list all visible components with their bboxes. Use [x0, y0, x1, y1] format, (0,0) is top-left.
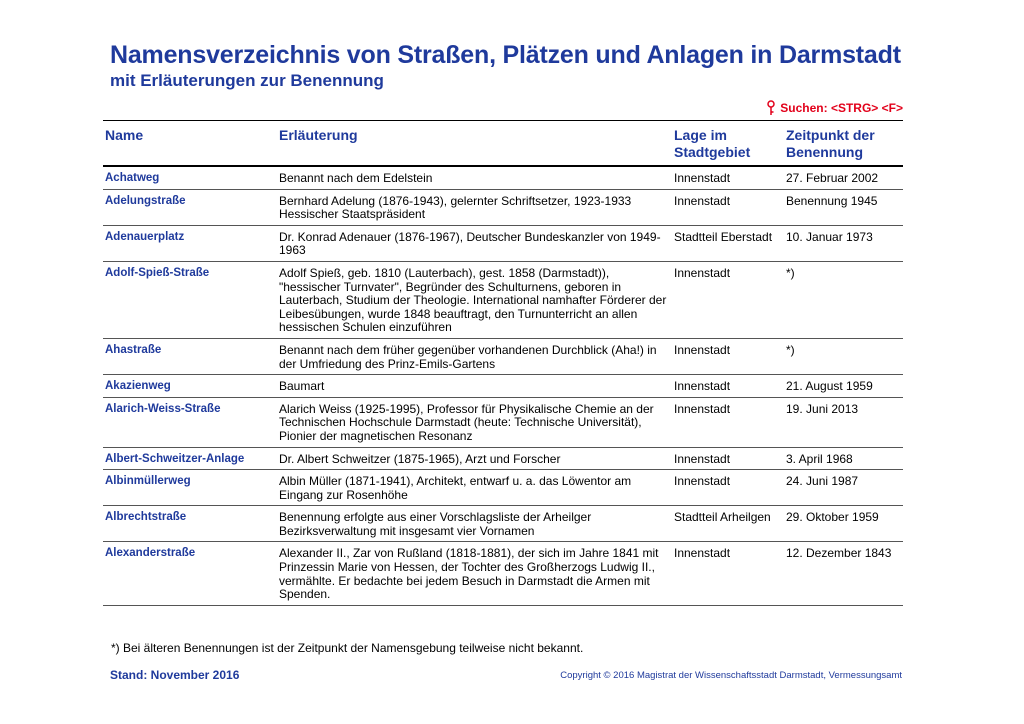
naming-date-cell: Benennung 1945 — [786, 193, 878, 208]
naming-date-cell: 19. Juni 2013 — [786, 401, 859, 416]
location-cell: Innenstadt — [674, 379, 731, 394]
location-cell: Innenstadt — [674, 342, 731, 357]
naming-date-cell: 24. Juni 1987 — [786, 474, 859, 489]
column-header-date: Zeitpunkt der Benennung — [786, 127, 875, 160]
explanation-cell: Adolf Spieß, geb. 1810 (Lauterbach), gest. 1858 (Darmstadt)), "hessischer Turnvater", Begründer des Schulturnens, geboren in Lauterbach, Studium der Theologie. International namhafter Förderer der Leibesübungen, wurde 1848 beauftragt, den Turnunterricht an allen hessischen Schulen einzuführen — [279, 265, 667, 335]
table-row — [103, 166, 903, 189]
naming-date-cell: 10. Januar 1973 — [786, 229, 873, 244]
street-name-cell: Adelungstraße — [105, 194, 186, 207]
explanation-cell: Dr. Konrad Adenauer (1876-1967), Deutscher Bundeskanzler von 1949-1963 — [279, 229, 661, 258]
column-header-explanation: Erläuterung — [279, 127, 358, 143]
location-cell: Innenstadt — [674, 193, 731, 208]
street-names-table — [103, 120, 903, 606]
street-name-cell: Adenauerplatz — [105, 230, 185, 243]
table-row — [103, 189, 903, 225]
street-name-cell: Achatweg — [105, 172, 160, 184]
table-row — [103, 225, 903, 261]
explanation-cell: Albin Müller (1871-1941), Architekt, entwarf u. a. das Löwentor am Eingang zur Rosenhöhe — [279, 474, 632, 502]
table-row — [103, 470, 903, 506]
naming-date-cell: 21. August 1959 — [786, 379, 873, 394]
search-hint — [766, 100, 903, 116]
location-cell: Innenstadt — [674, 546, 731, 561]
street-name-cell: Alexanderstraße — [105, 547, 196, 560]
column-header-location: Lage im Stadtgebiet — [674, 127, 751, 160]
explanation-cell: Bernhard Adelung (1876-1943), gelernter Schriftsetzer, 1923-1933 Hessischer Staatspräsident — [279, 193, 632, 222]
table-row — [103, 506, 903, 542]
search-hint-text: Suchen: <STRG> <F> — [780, 101, 903, 115]
location-cell: Innenstadt — [674, 171, 731, 185]
street-name-cell: Albrechtstraße — [105, 511, 187, 524]
location-cell: Innenstadt — [674, 451, 731, 466]
table-row — [103, 397, 903, 447]
street-name-cell: Adolf-Spieß-Straße — [105, 266, 210, 279]
column-header-name: Name — [105, 127, 144, 143]
explanation-cell: Benannt nach dem Edelstein — [279, 171, 433, 185]
street-name-cell: Albert-Schweitzer-Anlage — [105, 452, 245, 465]
naming-date-cell: 29. Oktober 1959 — [786, 510, 879, 525]
table-header-row — [103, 121, 903, 167]
table-row — [103, 375, 903, 398]
table-row — [103, 338, 903, 374]
location-cell: Innenstadt — [674, 265, 731, 280]
table-row — [103, 447, 903, 470]
naming-date-cell: 27. Februar 2002 — [786, 171, 879, 185]
street-name-cell: Alarich-Weiss-Straße — [105, 402, 221, 415]
page-title: Namensverzeichnis von Straßen, Plätzen und Anlagen in Darmstadt — [110, 41, 901, 69]
naming-date-cell: 3. April 1968 — [786, 451, 853, 466]
stand-date: Stand: November 2016 — [110, 668, 240, 682]
naming-date-cell: *) — [786, 265, 795, 280]
explanation-cell: Alexander II., Zar von Rußland (1818-1881), der sich im Jahre 1841 mit Prinzessin Marie von Hessen, der Tochter des Großherzogs Ludwig II., vermählte. Er bedachte bei jedem Besuch in Darmstadt die Armen mit Spenden. — [279, 546, 659, 602]
location-cell: Stadtteil Arheilgen — [674, 510, 771, 525]
naming-date-cell: 12. Dezember 1843 — [786, 546, 892, 561]
table-body — [103, 166, 903, 605]
naming-date-cell: *) — [786, 342, 795, 357]
location-cell: Stadtteil Eberstadt — [674, 229, 773, 244]
explanation-cell: Alarich Weiss (1925-1995), Professor für Physikalische Chemie an der Technischen Hochschule Darmstadt (heute: Technische Universität), Pionier der magnetischen Resonanz — [279, 401, 654, 443]
location-cell: Innenstadt — [674, 401, 731, 416]
footnote: *) Bei älteren Benennungen ist der Zeitpunkt der Namensgebung teilweise nicht bekannt. — [111, 641, 584, 655]
explanation-cell: Dr. Albert Schweitzer (1875-1965), Arzt und Forscher — [279, 451, 561, 466]
street-name-cell: Albinmüllerweg — [105, 475, 191, 488]
location-cell: Innenstadt — [674, 474, 731, 489]
table-row — [103, 261, 903, 338]
key-icon — [766, 100, 776, 116]
explanation-cell: Benennung erfolgte aus einer Vorschlagsliste der Arheilger Bezirksverwaltung mit insgesamt vier Vornamen — [279, 510, 592, 538]
street-name-cell: Ahastraße — [105, 343, 162, 356]
street-name-cell: Akazienweg — [105, 380, 171, 393]
table-row — [103, 542, 903, 605]
copyright-notice: Copyright © 2016 Magistrat der Wissenschaftsstadt Darmstadt, Vermessungsamt — [560, 670, 902, 681]
explanation-cell: Baumart — [279, 379, 325, 394]
page-subtitle: mit Erläuterungen zur Benennung — [110, 71, 384, 90]
explanation-cell: Benannt nach dem früher gegenüber vorhandenen Durchblick (Aha!) in der Umfriedung des Prinz-Emils-Gartens — [279, 342, 657, 371]
